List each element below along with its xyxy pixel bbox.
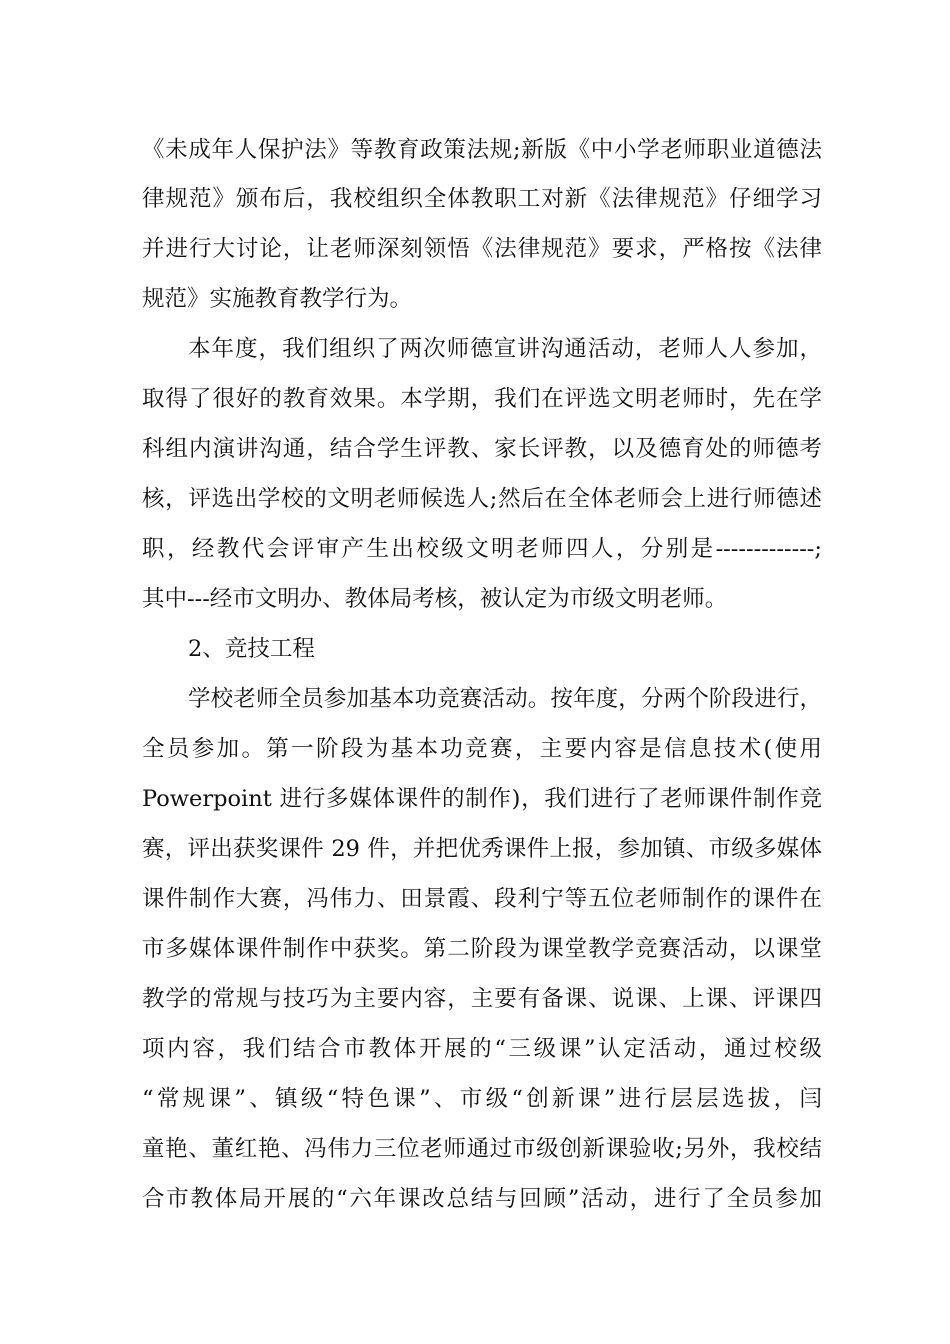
- body-text-line: 取得了很好的教育效果。本学期，我们在评选文明老师时，先在学: [142, 386, 822, 412]
- body-text-line: 职，经教代会评审产生出校级文明老师四人，分别是-------------;: [142, 536, 822, 562]
- body-text-line: 并进行大讨论，让老师深刻领悟《法律规范》要求，严格按《法律: [142, 236, 822, 262]
- paragraph-first-line: 学校老师全员参加基本功竞赛活动。按年度，分两个阶段进行，: [188, 686, 822, 712]
- body-text-line: 教学的常规与技巧为主要内容，主要有备课、说课、上课、评课四: [142, 986, 822, 1012]
- body-text-line: 规范》实施教育教学行为。: [142, 286, 413, 312]
- body-text-line: 赛，评出获奖课件 29 件，并把优秀课件上报，参加镇、市级多媒体: [142, 836, 822, 862]
- body-text-line: 核，评选出学校的文明老师候选人;然后在全体老师会上进行师德述: [142, 486, 822, 512]
- body-text-line: 课件制作大赛，冯伟力、田景霞、段利宁等五位老师制作的课件在: [142, 886, 822, 912]
- body-text-line: 市多媒体课件制作中获奖。第二阶段为课堂教学竞赛活动，以课堂: [142, 936, 822, 962]
- body-text-line: 其中---经市文明办、教体局考核，被认定为市级文明老师。: [142, 586, 728, 612]
- body-text-line: 律规范》颁布后，我校组织全体教职工对新《法律规范》仔细学习: [142, 186, 822, 212]
- body-text-line: 科组内演讲沟通，结合学生评教、家长评教，以及德育处的师德考: [142, 436, 822, 462]
- body-text-line: 全员参加。第一阶段为基本功竞赛，主要内容是信息技术(使用: [142, 736, 822, 762]
- body-text-line: 合市教体局开展的“六年课改总结与回顾”活动，进行了全员参加: [142, 1186, 822, 1212]
- section-heading: 2、竞技工程: [188, 636, 315, 662]
- body-text-line: 《未成年人保护法》等教育政策法规;新版《中小学老师职业道德法: [142, 137, 822, 163]
- paragraph-first-line: 本年度，我们组织了两次师德宣讲沟通活动，老师人人参加，: [188, 336, 822, 362]
- body-text-line: 项内容，我们结合市教体开展的“三级课”认定活动，通过校级: [142, 1036, 822, 1062]
- body-text-line: Powerpoint 进行多媒体课件的制作)，我们进行了老师课件制作竞: [142, 786, 822, 812]
- body-text-line: 童艳、董红艳、冯伟力三位老师通过市级创新课验收;另外，我校结: [142, 1136, 822, 1162]
- body-text-line: “常规课”、镇级“特色课”、市级“创新课”进行层层选拔，闫: [142, 1086, 822, 1112]
